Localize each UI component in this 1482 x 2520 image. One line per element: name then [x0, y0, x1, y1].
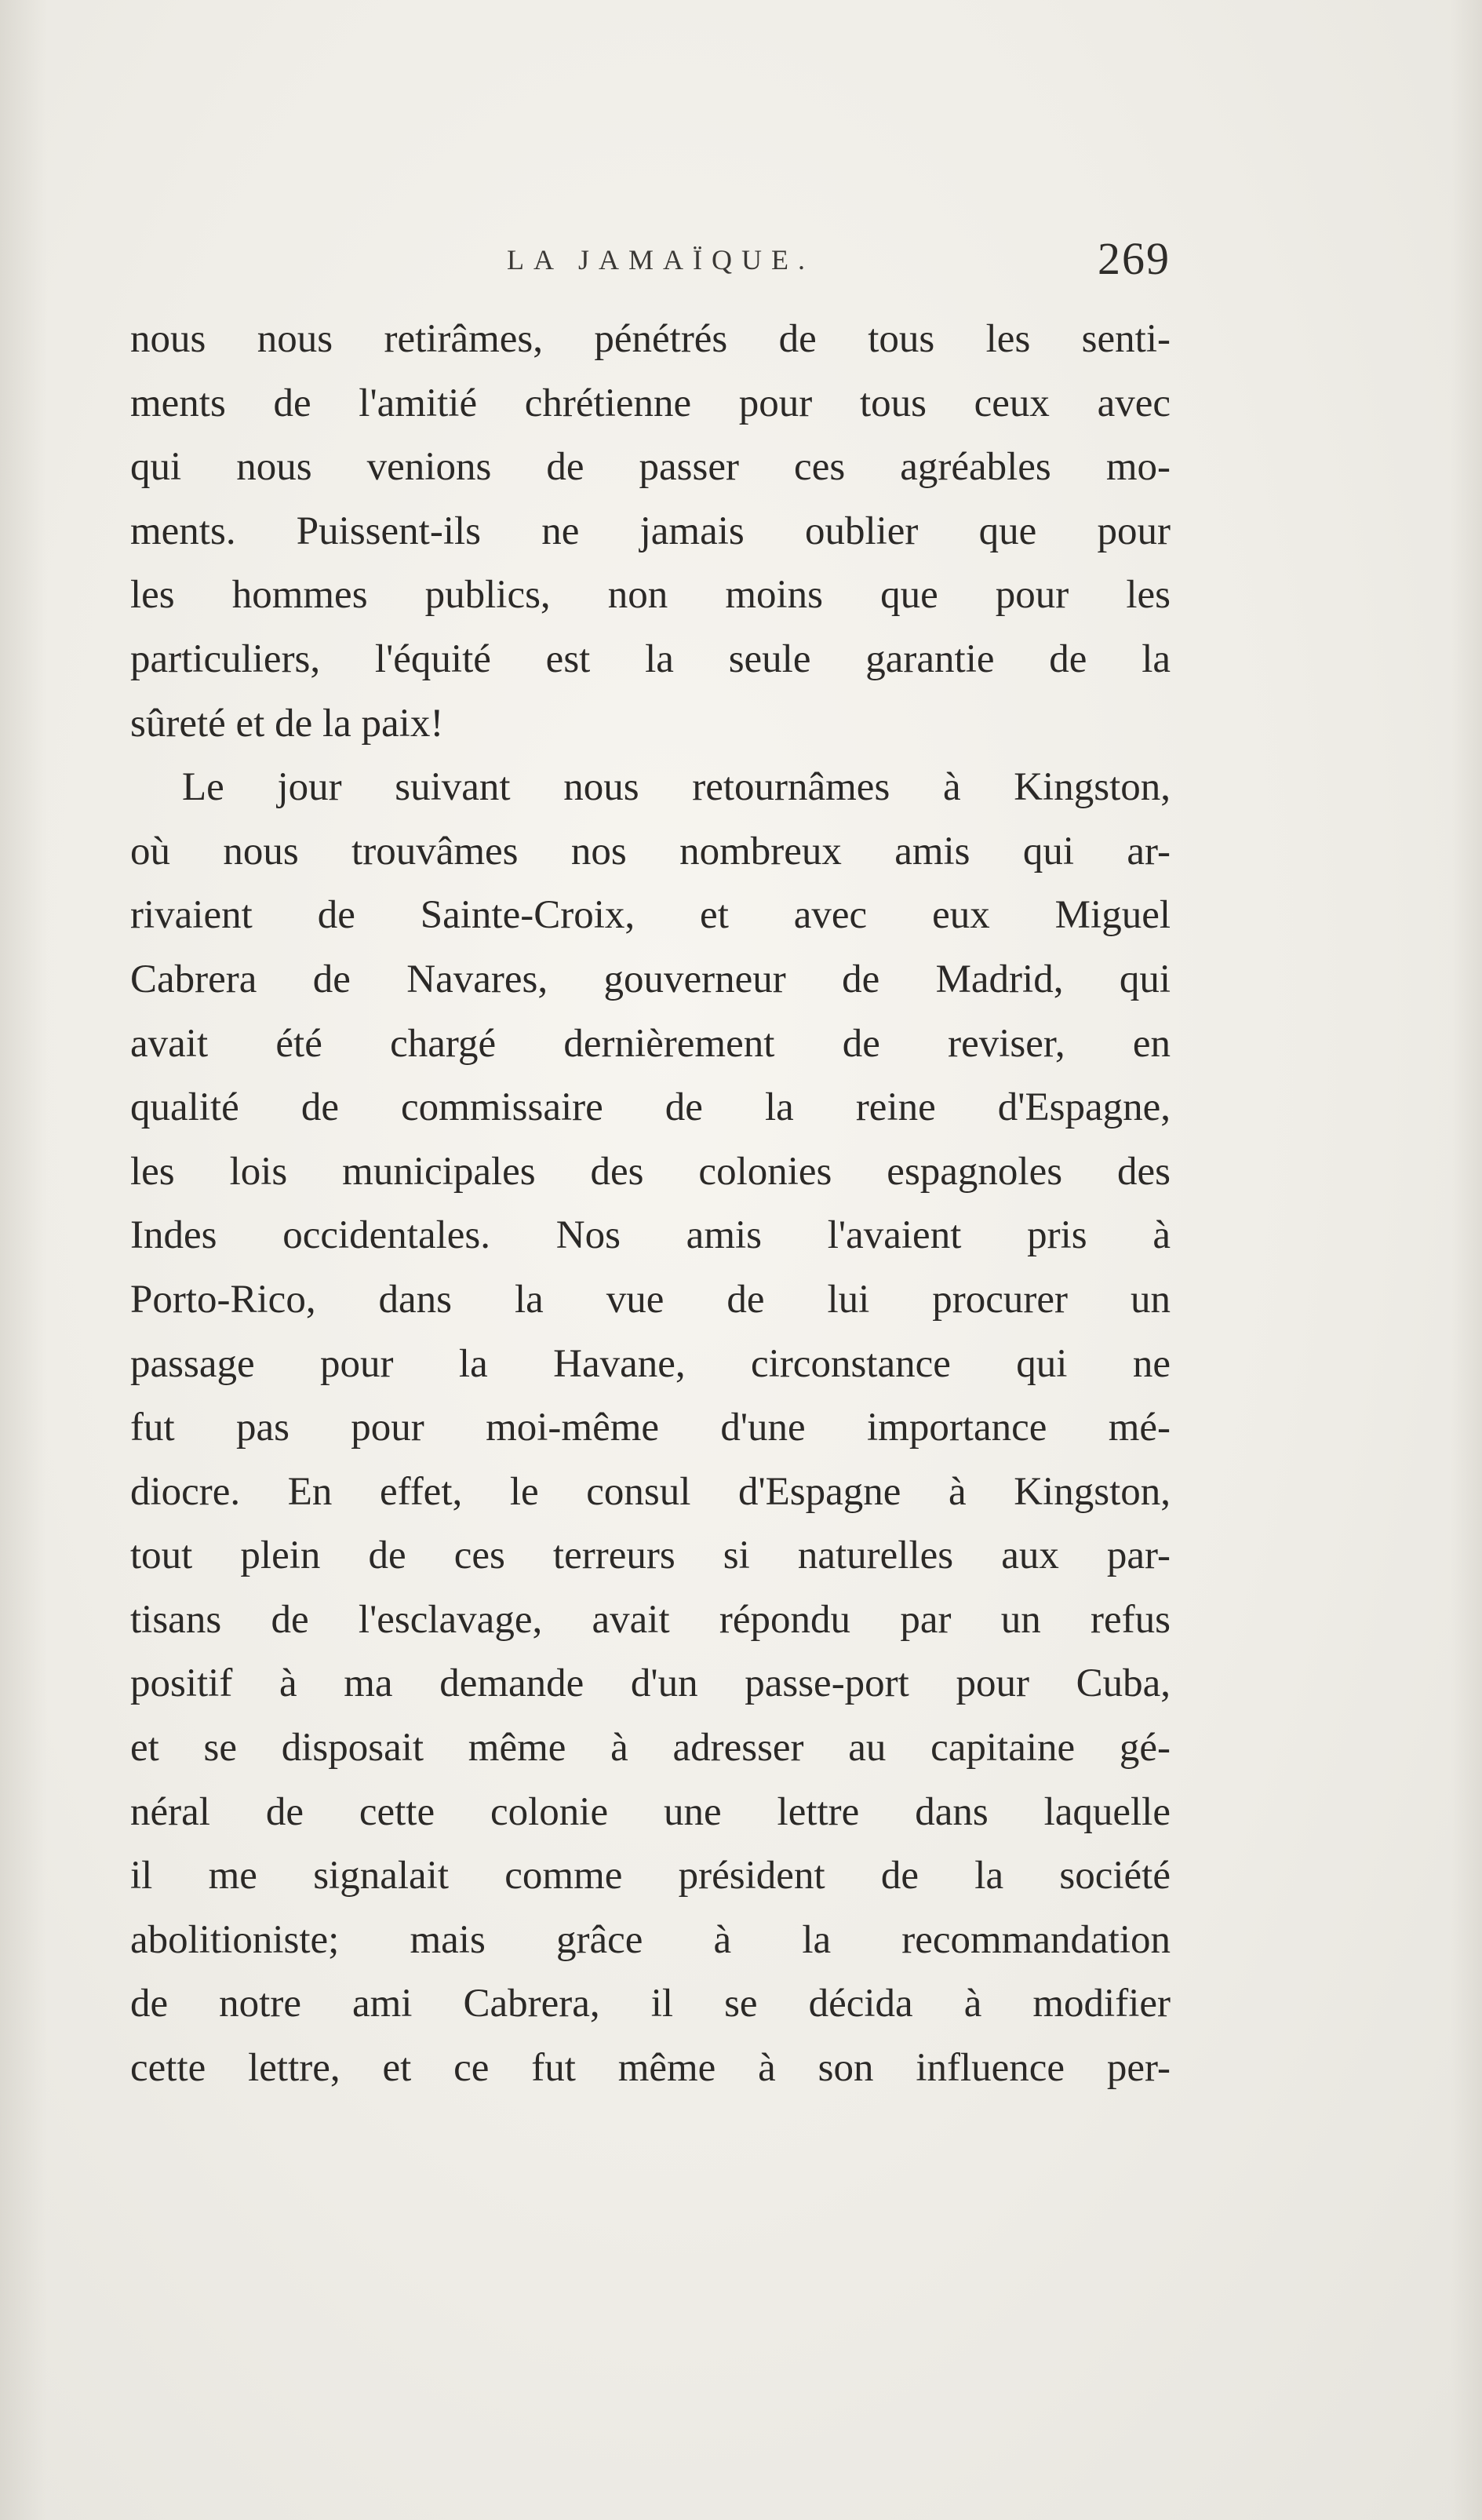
text-line: il me signalait comme président de la société: [130, 1854, 1171, 1898]
text-line: qui nous venions de passer ces agréables mo-: [130, 445, 1171, 490]
text-line: tout plein de ces terreurs si naturelles aux par-: [130, 1534, 1171, 1578]
page-right-shadow: [1451, 0, 1482, 2520]
text-line: ments. Puissent-ils ne jamais oublier que pour: [130, 509, 1171, 553]
text-line: qualité de commissaire de la reine d'Espagne,: [130, 1085, 1171, 1130]
page-left-shadow: [0, 0, 47, 2520]
text-line: abolitioniste; mais grâce à la recommandation: [130, 1917, 1171, 1962]
text-line: passage pour la Havane, circonstance qui ne: [130, 1341, 1171, 1386]
text-line: avait été chargé dernièrement de reviser, en: [130, 1021, 1171, 1066]
text-line: Indes occidentales. Nos amis l'avaient pris à: [130, 1213, 1171, 1258]
text-line: Porto-Rico, dans la vue de lui procurer un: [130, 1277, 1171, 1322]
text-line: tisans de l'esclavage, avait répondu par un refus: [130, 1597, 1171, 1642]
text-line: nous nous retirâmes, pénétrés de tous les senti-: [130, 317, 1171, 361]
text-line: fut pas pour moi-même d'une importance mé-: [130, 1406, 1171, 1450]
body-text: [130, 308, 1171, 2101]
text-line: de notre ami Cabrera, il se décida à modifier: [130, 1982, 1171, 2026]
text-line: positif à ma demande d'un passe-port pour Cuba,: [130, 1661, 1171, 1706]
text-line: où nous trouvâmes nos nombreux amis qui ar-: [130, 829, 1171, 873]
text-line: diocre. En effet, le consul d'Espagne à Kingston,: [130, 1469, 1171, 1514]
text-line: cette lettre, et ce fut même à son influence per-: [130, 2046, 1171, 2091]
text-line: les lois municipales des colonies espagnoles des: [130, 1149, 1171, 1194]
text-line: et se disposait même à adresser au capitaine gé-: [130, 1726, 1171, 1771]
text-line: particuliers, l'équité est la seule garantie de la: [130, 636, 1171, 681]
text-line: Le jour suivant nous retournâmes à Kingston,: [182, 765, 1171, 810]
text-line: sûreté et de la paix!: [130, 701, 444, 746]
text-line: les hommes publics, non moins que pour les: [130, 573, 1171, 618]
running-head-title: LA JAMAÏQUE.: [507, 244, 814, 275]
text-line: Cabrera de Navares, gouverneur de Madrid, qui: [130, 957, 1171, 1001]
running-head: [130, 233, 1171, 300]
text-line: ments de l'amitié chrétienne pour tous ceux avec: [130, 381, 1171, 425]
text-line: néral de cette colonie une lettre dans laquelle: [130, 1789, 1171, 1834]
page-number: 269: [1098, 233, 1171, 284]
text-line: rivaient de Sainte-Croix, et avec eux Miguel: [130, 893, 1171, 938]
